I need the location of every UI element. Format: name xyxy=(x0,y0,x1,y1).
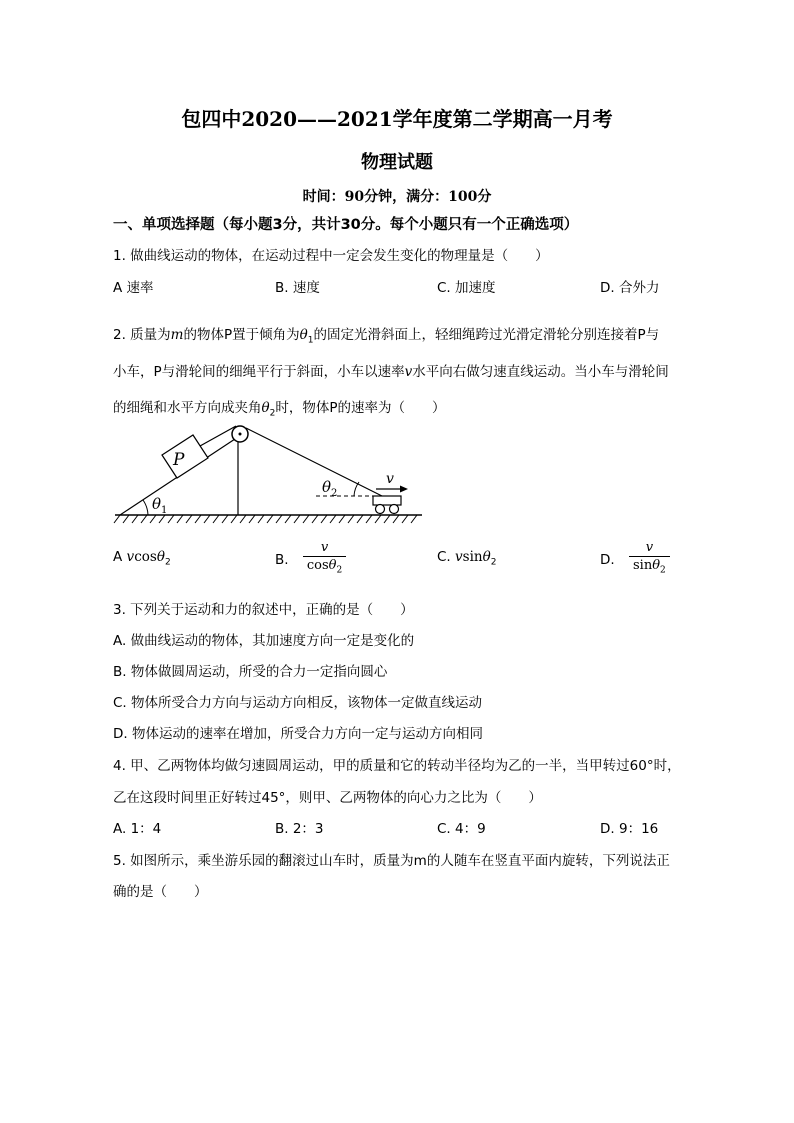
q3-option-b: B. 物体做圆周运动，所受的合力一定指向圆心 xyxy=(113,664,388,680)
time-info: 时间：90分钟，满分：100分 xyxy=(302,189,492,205)
block-p xyxy=(162,435,208,478)
q3-option-a: A. 做曲线运动的物体，其加速度方向一定是变化的 xyxy=(113,633,415,649)
q4-option-b: B. 2：3 xyxy=(275,821,324,837)
theta1-label: $\theta_1$ xyxy=(152,495,168,516)
q1-option-a: A 速率 xyxy=(113,280,154,296)
rope-to-cart xyxy=(246,428,382,496)
q2-option-a: A vcosθ$_2$ xyxy=(113,549,171,568)
q3-option-d: D. 物体运动的速率在增加，所受合力方向一定与运动方向相同 xyxy=(113,726,483,742)
question-5-line-1: 5. 如图所示，乘坐游乐园的翻滚过山车时，质量为m的人随车在竖直平面内旋转，下列说法正 xyxy=(113,853,670,869)
question-2-line-1: 2. 质量为m的物体P置于倾角为$\theta_1$的固定光滑斜面上，轻细绳跨过光滑定滑轮分别连接着P与 xyxy=(113,327,660,346)
question-4-line-2: 乙在这段时间里正好转过45°，则甲、乙两物体的向心力之比为（ ） xyxy=(113,790,542,806)
velocity-label: v xyxy=(386,471,394,487)
question-2-line-3: 的细绳和水平方向成夹角$\theta_2$时，物体P的速率为（ ） xyxy=(113,400,446,419)
rope-to-block xyxy=(200,426,236,446)
q2-option-b: B. $\frac{v}{\cos\theta_2}$ xyxy=(275,540,346,580)
incline-pulley-figure xyxy=(110,420,430,530)
theta1-arc xyxy=(143,500,148,515)
question-1-stem: 1. 做曲线运动的物体，在运动过程中一定会发生变化的物理量是（ ） xyxy=(113,248,549,264)
subject-title: 物理试题 xyxy=(361,152,433,173)
block-p-label: P xyxy=(173,450,185,470)
cart-body xyxy=(373,496,401,505)
q1-option-b: B. 速度 xyxy=(275,280,320,296)
q1-option-d: D. 合外力 xyxy=(600,280,660,296)
q4-option-d: D. 9：16 xyxy=(600,821,659,837)
question-3-stem: 3. 下列关于运动和力的叙述中，正确的是（ ） xyxy=(113,602,414,618)
q3-option-c: C. 物体所受合力方向与运动方向相反，该物体一定做直线运动 xyxy=(113,695,483,711)
q1-option-c: C. 加速度 xyxy=(437,280,496,296)
q2-option-c: C. vsinθ$_2$ xyxy=(437,549,497,568)
question-4-line-1: 4. 甲、乙两物体均做匀速圆周运动，甲的质量和它的转动半径均为乙的一半，当甲转过60°时， xyxy=(113,758,681,774)
question-2-line-2: 小车，P与滑轮间的细绳平行于斜面，小车以速率v水平向右做匀速直线运动。当小车与滑轮间 xyxy=(113,364,669,380)
cart-wheel-right xyxy=(390,505,399,514)
theta2-label: $\theta_2$ xyxy=(322,478,338,499)
q4-option-a: A. 1：4 xyxy=(113,821,162,837)
question-5-line-2: 确的是（ ） xyxy=(113,884,208,900)
cart-wheel-left xyxy=(376,505,385,514)
exam-title: 包四中2020——2021学年度第二学期高一月考 xyxy=(181,107,613,131)
pulley-axle xyxy=(239,433,242,436)
q2-option-d: D. $\frac{v}{\sin\theta_2}$ xyxy=(600,540,670,580)
section-heading: 一、单项选择题（每小题3分，共计30分。每个小题只有一个正确选项） xyxy=(113,217,579,233)
q4-option-c: C. 4：9 xyxy=(437,821,486,837)
velocity-arrowhead xyxy=(400,486,408,493)
ground-hatching xyxy=(114,515,417,523)
